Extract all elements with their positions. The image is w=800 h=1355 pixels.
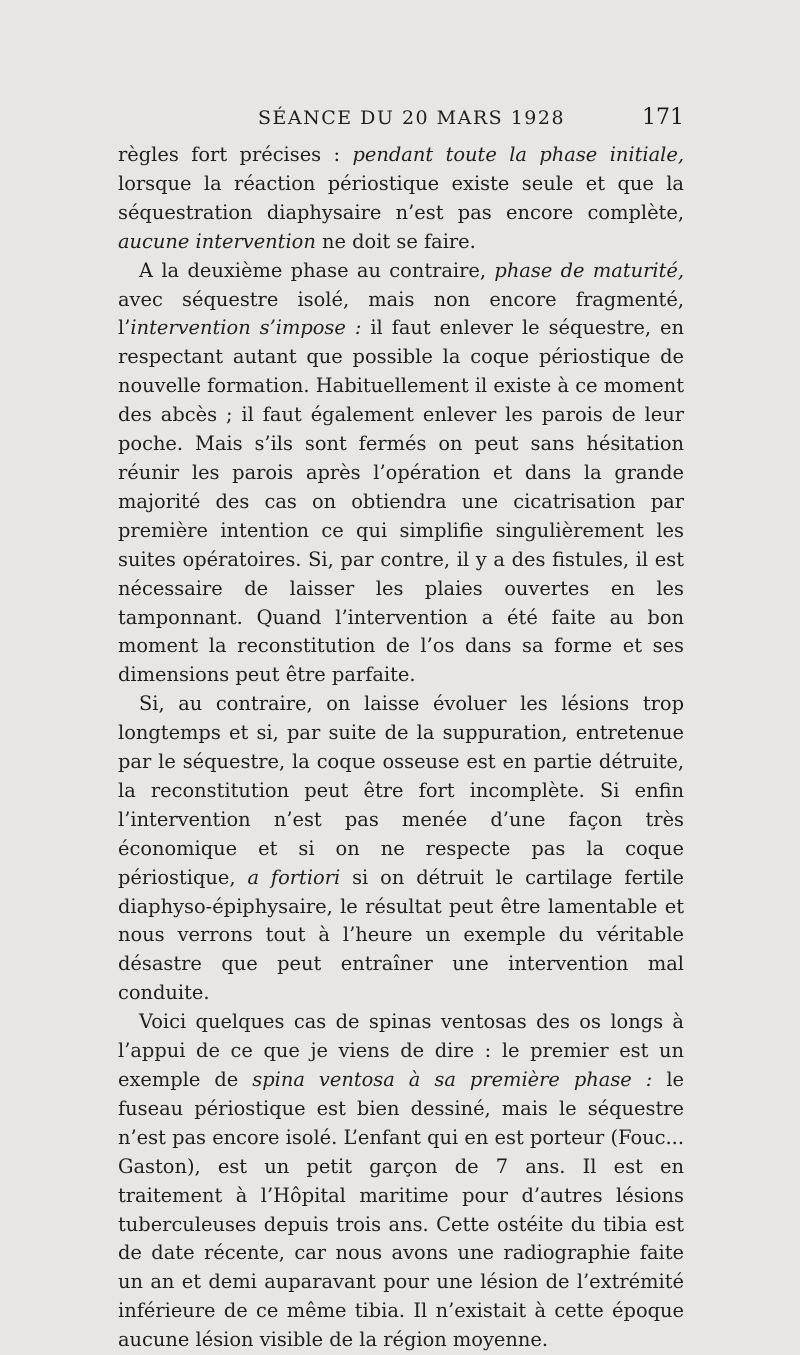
italic-segment: aucune intervention bbox=[118, 229, 316, 253]
text-segment: avec séquestre isolé, mais non encore fragmenté, l’ bbox=[118, 287, 684, 340]
italic-segment: phase de maturité, bbox=[494, 258, 685, 282]
text-segment: ne doit se faire. bbox=[315, 229, 476, 253]
text-segment: Voici quelques cas de spinas ventosas des os longs à l’appui de ce que je viens de dire : le premier est un exemple de bbox=[118, 1010, 684, 1091]
text-segment: A la deuxième phase au contraire, bbox=[139, 258, 495, 282]
text-segment: lorsque la réaction périostique existe seule et que la séquestration diaphysaire n’est pas encore complète, bbox=[118, 171, 684, 224]
italic-segment: a fortiori bbox=[247, 865, 341, 889]
paragraph-4 bbox=[118, 1008, 684, 1355]
italic-segment: pendant toute la phase initiale, bbox=[352, 143, 684, 166]
body-text bbox=[118, 141, 684, 1355]
paragraph-3 bbox=[118, 690, 684, 1008]
page-number: 171 bbox=[642, 105, 684, 130]
running-head: SÉANCE DU 20 MARS 1928 bbox=[258, 107, 566, 129]
paragraph-2 bbox=[118, 257, 684, 691]
paragraph-1 bbox=[118, 141, 684, 257]
text-segment: règles fort précises : bbox=[118, 143, 353, 166]
italic-segment: spina ventosa à sa première phase : bbox=[252, 1068, 653, 1091]
text-segment: il faut enlever le séquestre, en respectant autant que possible la coque périostique de nouvelle formation. Habituellement il existe à ce moment des abcès ; il faut également enlever les parois de leur poche. Mais s’ils sont fermés on peut sans hésitation réunir les parois après l’opération et dans la grande majorité des cas on obtiendra une cicatrisation par première intention ce qui simplifie singulièrement les suites opératoires. Si, par contre, il y a des fistules, il est nécessaire de laisser les plaies ouvertes en les tamponnant. Quand l’intervention a été faite au bon moment la reconstitution de l’os dans sa forme et ses dimensions peut être parfaite. bbox=[118, 316, 684, 687]
page-header bbox=[118, 103, 684, 137]
text-segment: le fuseau périostique est bien dessiné, mais le séquestre n’est pas encore isolé. L’enfant qui en est porteur (Fouc... Gaston), est un petit garçon de 7 ans. Il est en traitement à l’Hôpital maritime pour d’autres lésions tuberculeuses depuis trois ans. Cette ostéite du tibia est de date récente, car nous avons une radiographie faite un an et demi auparavant pour une lésion de l’extrémité inférieure de ce même tibia. Il n’existait à cette époque aucune lésion visible de la région moyenne. bbox=[118, 1068, 684, 1352]
italic-segment: intervention s’impose : bbox=[130, 316, 362, 340]
text-segment: Si, au contraire, on laisse évoluer les lésions trop longtemps et si, par suite de la suppuration, entretenue par le séquestre, la coque osseuse est en partie détruite, la reconstitution peut être fort incomplète. Si enfin l’intervention n’est pas menée d’une façon très économique et si on ne respecte pas la coque périostique, bbox=[118, 692, 684, 889]
text-segment: si on détruit le cartilage fertile diaphyso-épiphysaire, le résultat peut être lamentable et nous verrons tout à l’heure un exemple du véritable désastre que peut entraîner une intervention mal conduite. bbox=[118, 865, 684, 1005]
